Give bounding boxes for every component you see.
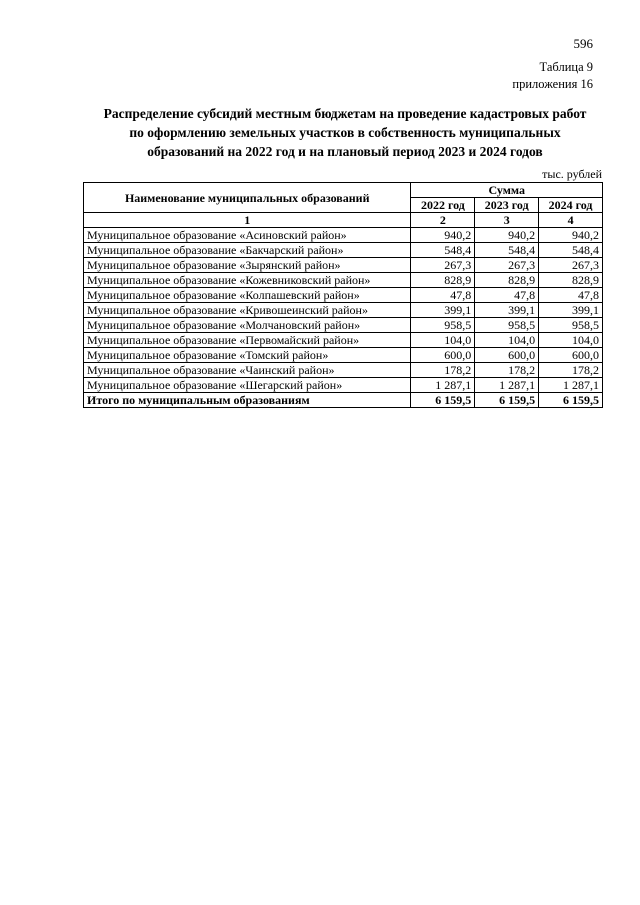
amount-cell: 1 287,1 (539, 378, 603, 393)
appendix-number: приложения 16 (512, 77, 593, 91)
total-row (84, 393, 603, 408)
municipality-name: Муниципальное образование «Чаинский район» (84, 363, 411, 378)
municipality-name: Муниципальное образование «Зырянский район» (84, 258, 411, 273)
amount-cell: 940,2 (475, 228, 539, 243)
header-sum: Сумма (411, 183, 603, 198)
amount-cell: 600,0 (475, 348, 539, 363)
page-number: 596 (573, 36, 593, 51)
amount-cell: 828,9 (475, 273, 539, 288)
amount-cell: 178,2 (411, 363, 475, 378)
amount-cell: 267,3 (411, 258, 475, 273)
table-row (84, 318, 603, 333)
table-number: Таблица 9 (539, 60, 593, 74)
amount-cell: 399,1 (475, 303, 539, 318)
amount-cell: 47,8 (475, 288, 539, 303)
table-row (84, 273, 603, 288)
title-line-3: образований на 2022 год и на плановый период 2023 и 2024 годов (147, 144, 543, 159)
table-row (84, 348, 603, 363)
title-line-2: по оформлению земельных участков в собственность муниципальных (129, 125, 561, 140)
municipality-name: Муниципальное образование «Асиновский район» (84, 228, 411, 243)
table-row (84, 228, 603, 243)
table-row (84, 363, 603, 378)
amount-cell: 178,2 (475, 363, 539, 378)
municipality-name: Муниципальное образование «Кожевниковский район» (84, 273, 411, 288)
table-row (84, 303, 603, 318)
table-row (84, 378, 603, 393)
total-label: Итого по муниципальным образованиям (84, 393, 411, 408)
amount-cell: 1 287,1 (475, 378, 539, 393)
table-row (84, 288, 603, 303)
total-amount-cell: 6 159,5 (475, 393, 539, 408)
header-year-2024: 2024 год (539, 198, 603, 213)
amount-cell: 399,1 (411, 303, 475, 318)
municipality-name: Муниципальное образование «Колпашевский район» (84, 288, 411, 303)
column-index: 2 (411, 213, 475, 228)
municipality-name: Муниципальное образование «Шегарский район» (84, 378, 411, 393)
municipality-name: Муниципальное образование «Первомайский район» (84, 333, 411, 348)
amount-cell: 958,5 (475, 318, 539, 333)
header-name: Наименование муниципальных образований (84, 183, 411, 213)
amount-cell: 600,0 (411, 348, 475, 363)
column-index-row (84, 213, 603, 228)
amount-cell: 940,2 (539, 228, 603, 243)
title-line-1: Распределение субсидий местным бюджетам на проведение кадастровых работ (103, 106, 587, 121)
total-amount-cell: 6 159,5 (539, 393, 603, 408)
table-row (84, 333, 603, 348)
table-row (84, 258, 603, 273)
units-label: тыс. рублей (542, 167, 602, 181)
amount-cell: 178,2 (539, 363, 603, 378)
amount-cell: 1 287,1 (411, 378, 475, 393)
amount-cell: 940,2 (411, 228, 475, 243)
header-year-2022: 2022 год (411, 198, 475, 213)
header-year-2023: 2023 год (475, 198, 539, 213)
amount-cell: 399,1 (539, 303, 603, 318)
column-index: 4 (539, 213, 603, 228)
amount-cell: 104,0 (539, 333, 603, 348)
municipality-name: Муниципальное образование «Кривошеинский район» (84, 303, 411, 318)
amount-cell: 828,9 (539, 273, 603, 288)
amount-cell: 104,0 (475, 333, 539, 348)
municipality-name: Муниципальное образование «Молчановский район» (84, 318, 411, 333)
column-index: 3 (475, 213, 539, 228)
amount-cell: 600,0 (539, 348, 603, 363)
amount-cell: 958,5 (539, 318, 603, 333)
column-index: 1 (84, 213, 411, 228)
amount-cell: 548,4 (411, 243, 475, 258)
municipality-name: Муниципальное образование «Томский район» (84, 348, 411, 363)
appendix-reference (512, 59, 593, 93)
total-amount-cell: 6 159,5 (411, 393, 475, 408)
document-title (80, 104, 610, 161)
subsidy-table (83, 182, 603, 408)
table-row (84, 243, 603, 258)
table-body (84, 213, 603, 408)
amount-cell: 548,4 (475, 243, 539, 258)
amount-cell: 958,5 (411, 318, 475, 333)
amount-cell: 828,9 (411, 273, 475, 288)
municipality-name: Муниципальное образование «Бакчарский район» (84, 243, 411, 258)
amount-cell: 267,3 (539, 258, 603, 273)
amount-cell: 47,8 (539, 288, 603, 303)
amount-cell: 267,3 (475, 258, 539, 273)
amount-cell: 548,4 (539, 243, 603, 258)
amount-cell: 47,8 (411, 288, 475, 303)
amount-cell: 104,0 (411, 333, 475, 348)
